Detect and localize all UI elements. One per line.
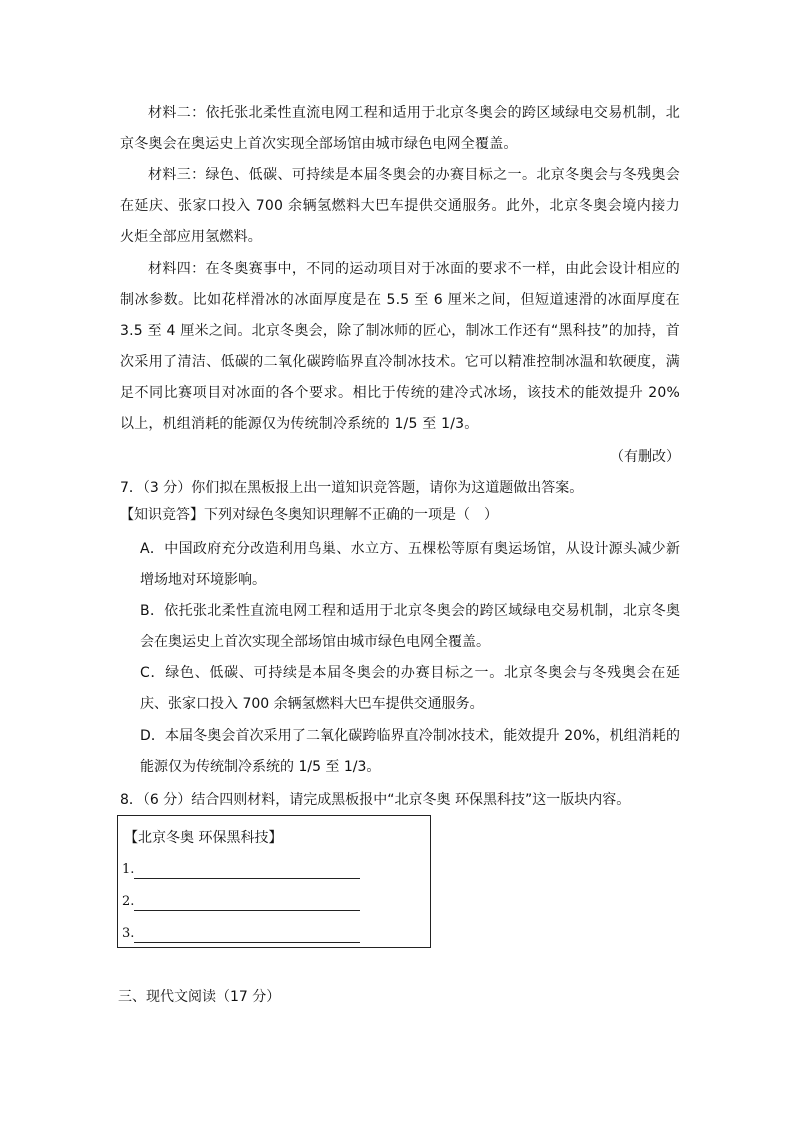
material-3-paragraph: 材料三：绿色、低碳、可持续是本届冬奥会的办赛目标之一。北京冬奥会与冬残奥会在延庆、张家口投入 700 余辆氢燃料大巴车提供交通服务。此外，北京冬奥会境内接力火炬全部应用氢燃料。 bbox=[120, 167, 680, 245]
blank-number: 3. bbox=[122, 926, 135, 941]
material-4-paragraph: 材料四：在冬奥赛事中，不同的运动项目对于冰面的要求不一样，由此会设计相应的制冰参数。比如花样滑冰的冰面厚度是在 5.5 至 6 厘米之间，但短道速滑的冰面厚度在 3.5 至 4 厘米之间。北京冬奥会，除了制冰师的匠心，制冰工作还有“黑科技”的加持，首次采用了清洁、低碳的二氧化碳跨临界直冷制冰技术。它可以精准控制冰温和软硬度，满足不同比赛项目对冰面的各个要求。相比于传统的建冷式冰场，该技术的能效提升 20%以上，机组消耗的能源仅为传统制冷系统的 1/5 至 1/3。 bbox=[120, 261, 680, 432]
blank-underline bbox=[134, 942, 360, 943]
answer-blank-3[interactable] bbox=[122, 924, 362, 944]
blank-number: 1. bbox=[122, 862, 135, 877]
answer-blank-1[interactable] bbox=[122, 860, 362, 880]
blank-number: 2. bbox=[122, 894, 135, 909]
question-7-sub-stem: 【知识竞答】下列对绿色冬奥知识理解不正确的一项是（ ） bbox=[120, 507, 498, 523]
blank-underline bbox=[134, 910, 360, 911]
option-b: B．依托张北柔性直流电网工程和适用于北京冬奥会的跨区域绿电交易机制，北京冬奥会在奥运史上首次实现全部场馆由城市绿色电网全覆盖。 bbox=[140, 603, 680, 650]
question-8-stem: 8．（6 分）结合四则材料，请完成黑板报中“北京冬奥 环保黑科技”这一版块内容。 bbox=[120, 792, 631, 808]
section-heading: 三、现代文阅读（17 分） bbox=[118, 989, 281, 1005]
answer-box-title: 【北京冬奥 环保黑科技】 bbox=[124, 830, 283, 846]
source-note: （有删改） bbox=[610, 449, 680, 465]
option-a: A．中国政府充分改造利用鸟巢、水立方、五棵松等原有奥运场馆，从设计源头减少新增场地对环境影响。 bbox=[140, 541, 680, 588]
answer-box bbox=[117, 815, 431, 948]
option-c: C．绿色、低碳、可持续是本届冬奥会的办赛目标之一。北京冬奥会与冬残奥会在延庆、张家口投入 700 余辆氢燃料大巴车提供交通服务。 bbox=[140, 665, 680, 712]
option-d: D．本届冬奥会首次采用了二氧化碳跨临界直冷制冰技术，能效提升 20%，机组消耗的能源仅为传统制冷系统的 1/5 至 1/3。 bbox=[140, 728, 680, 775]
question-7-stem: 7．（3 分）你们拟在黑板报上出一道知识竞答题，请你为这道题做出答案。 bbox=[120, 480, 584, 496]
material-2-paragraph: 材料二：依托张北柔性直流电网工程和适用于北京冬奥会的跨区域绿电交易机制，北京冬奥会在奥运史上首次实现全部场馆由城市绿色电网全覆盖。 bbox=[120, 105, 680, 152]
blank-underline bbox=[134, 878, 360, 879]
answer-blank-2[interactable] bbox=[122, 892, 362, 912]
